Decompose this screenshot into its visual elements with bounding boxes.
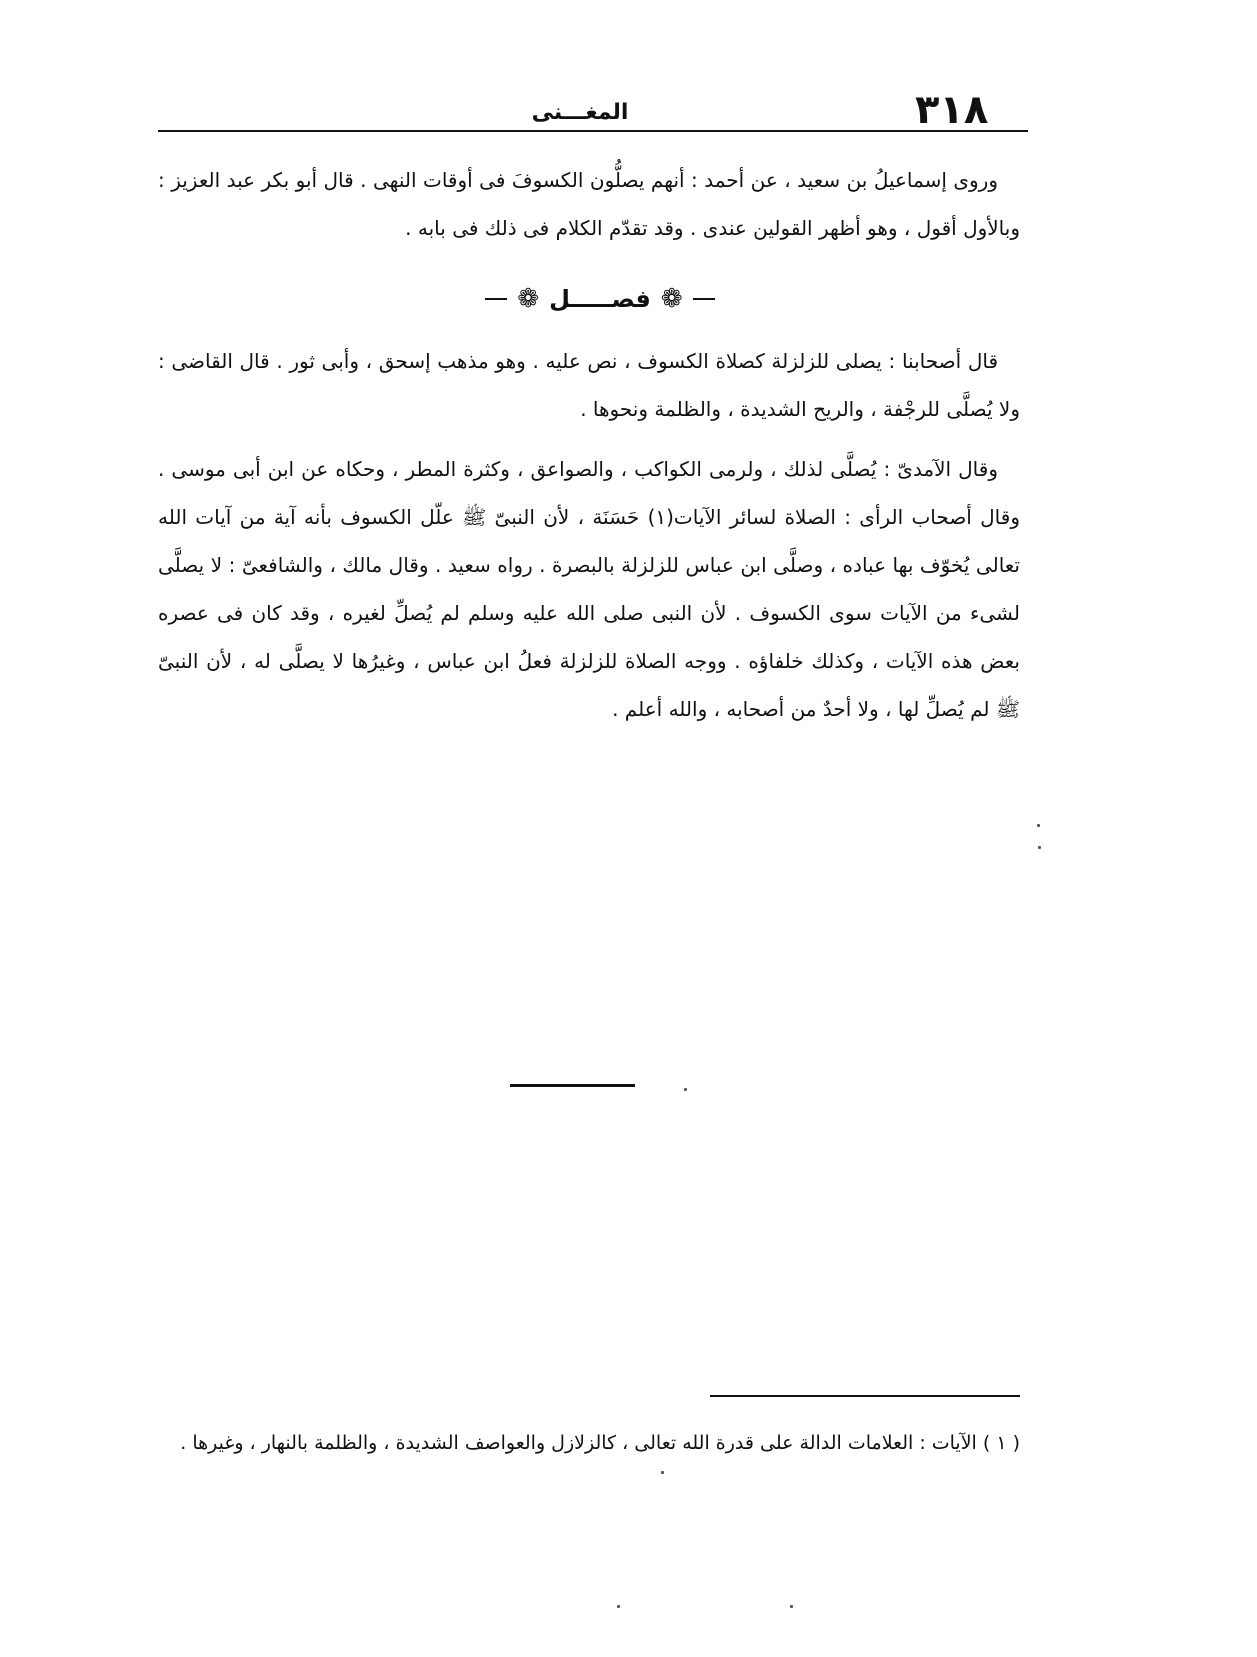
paragraph-2-text: قال أصحابنا : يصلى للزلزلة كصلاة الكسوف ، نص عليه . وهو مذهب إسحق ، وأبى ثور . قال القاضى : ولا يُصلَّى للرجْفة ، والريح الشديدة ، والظلمة ونحوها . bbox=[158, 349, 1020, 421]
ornament-dash-left bbox=[485, 298, 507, 300]
section-heading bbox=[470, 277, 730, 321]
footnote: ( ١ ) الآيات : العلامات الدالة على قدرة الله تعالى ، كالزلازل والعواصف الشديدة ، والظلمة بالنهار ، وغيرها . bbox=[180, 1432, 1020, 1454]
scan-speck bbox=[617, 1605, 620, 1608]
page-number: ٣١٨ bbox=[915, 87, 989, 133]
ornament-left-icon: ❁ bbox=[517, 284, 540, 314]
paragraph-3 bbox=[158, 445, 1020, 733]
scan-speck bbox=[1038, 846, 1041, 849]
paragraph-1 bbox=[158, 156, 1020, 252]
paragraph-1-text: وروى إسماعيلُ بن سعيد ، عن أحمد : أنهم يصلُّون الكسوفَ فى أوقات النهى . قال أبو بكر عبد العزيز : وبالأول أقول ، وهو أظهر القولين عندى . وقد تقدّم الكلام فى ذلك فى بابه . bbox=[158, 168, 1020, 240]
scan-speck bbox=[661, 1471, 664, 1474]
scan-speck bbox=[790, 1605, 793, 1608]
scan-speck bbox=[1037, 824, 1040, 827]
footnote-separator bbox=[710, 1395, 1020, 1397]
header-rule bbox=[158, 130, 1028, 132]
section-end-rule bbox=[510, 1084, 635, 1087]
running-title: المغـــنى bbox=[531, 100, 629, 125]
paragraph-2 bbox=[158, 337, 1020, 433]
ornament-right-icon: ❁ bbox=[660, 284, 683, 314]
ornament-dash-right bbox=[693, 298, 715, 300]
section-heading-word: فصـــــل bbox=[549, 285, 651, 313]
paragraph-3-text: وقال الآمدىّ : يُصلَّى لذلك ، ولرمى الكواكب ، والصواعق ، وكثرة المطر ، وحكاه عن ابن أبى موسى . وقال أصحاب الرأى : الصلاة لسائر الآيات(١) حَسَنَة ، لأن النبىّ ﷺ علّل الكسوف بأنه آية من آيات الله تعالى يُخوّف بها عباده ، وصلَّى ابن عباس للزلزلة بالبصرة . رواه سعيد . وقال مالك ، والشافعىّ : لا يصلَّى لشىء من الآيات سوى الكسوف . لأن النبى صلى الله عليه وسلم لم يُصلِّ لغيره ، وقد كان فى عصره بعض هذه الآيات ، وكذلك خلفاؤه . ووجه الصلاة للزلزلة فعلُ ابن عباس ، وغيرُها لا يصلَّى له ، لأن النبىّ ﷺ لم يُصلِّ لها ، ولا أحدٌ من أصحابه ، والله أعلم . bbox=[158, 457, 1020, 721]
scan-speck bbox=[684, 1088, 687, 1091]
